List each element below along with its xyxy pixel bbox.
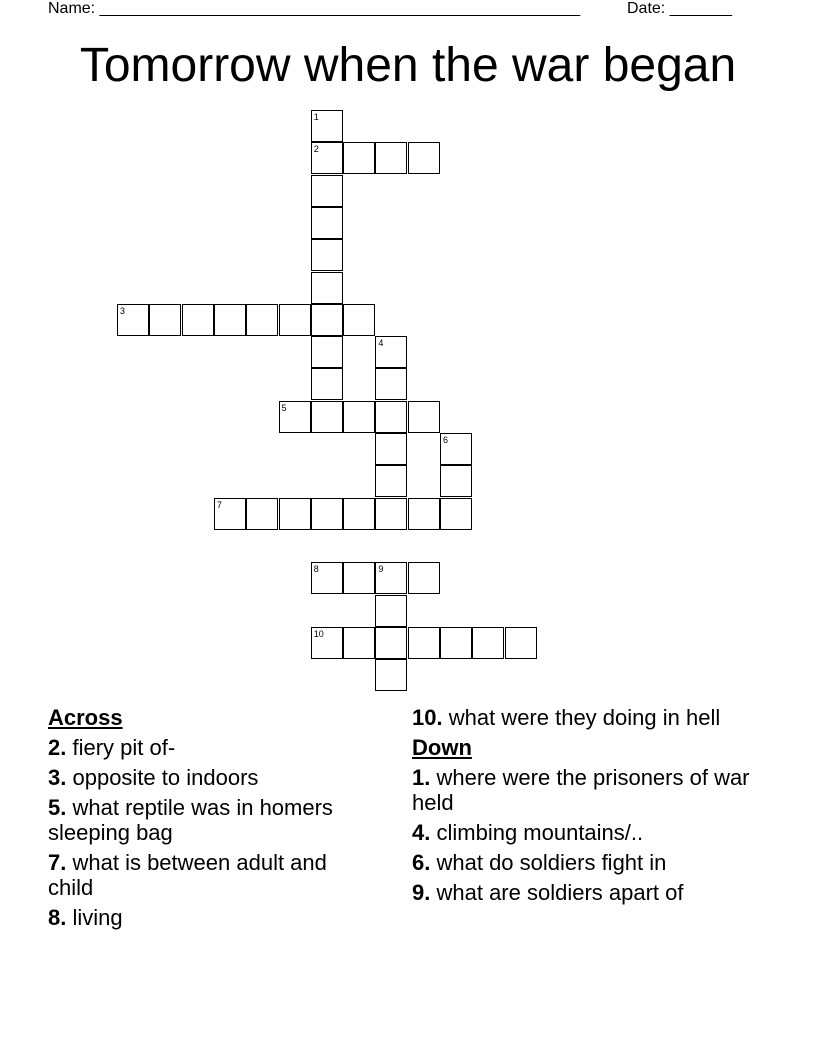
clue-text: what do soldiers fight in: [436, 850, 667, 875]
clue-number: 3.: [48, 765, 67, 790]
clue-down-4: [412, 820, 752, 845]
grid-cell[interactable]: [375, 498, 407, 530]
grid-cell[interactable]: [279, 401, 311, 433]
across-heading: Across: [48, 705, 123, 730]
grid-cell[interactable]: [246, 304, 278, 336]
grid-cell[interactable]: [311, 207, 343, 239]
grid-cell[interactable]: [408, 498, 440, 530]
grid-cell[interactable]: [375, 627, 407, 659]
cell-number: 4: [378, 338, 384, 349]
grid-cell[interactable]: [408, 562, 440, 594]
grid-cell[interactable]: [279, 304, 311, 336]
cell-number: 5: [281, 402, 287, 413]
grid-cell[interactable]: [408, 627, 440, 659]
grid-cell[interactable]: [311, 498, 343, 530]
grid-cell[interactable]: [311, 401, 343, 433]
clue-across-10: [412, 705, 752, 730]
grid-cell[interactable]: [311, 272, 343, 304]
grid-cell[interactable]: [343, 627, 375, 659]
grid-cell[interactable]: [440, 433, 472, 465]
grid-cell[interactable]: [149, 304, 181, 336]
grid-cell[interactable]: [311, 562, 343, 594]
clue-across-5: [48, 795, 348, 845]
clue-across-8: [48, 905, 348, 930]
grid-cell[interactable]: [343, 498, 375, 530]
grid-cell[interactable]: [279, 498, 311, 530]
grid-cell[interactable]: [311, 627, 343, 659]
clue-number: 5.: [48, 795, 67, 820]
clue-text: climbing mountains/..: [436, 820, 644, 845]
grid-cell[interactable]: [343, 142, 375, 174]
clue-text: opposite to indoors: [72, 765, 259, 790]
clue-number: 6.: [412, 850, 431, 875]
name-field-label: Name: ______________________________________________________: [48, 0, 581, 17]
clue-number: 2.: [48, 735, 67, 760]
clue-text: what is between adult and child: [48, 850, 327, 900]
cell-number: 7: [216, 499, 222, 510]
clue-text: what were they doing in hell: [448, 705, 721, 730]
grid-cell[interactable]: [505, 627, 537, 659]
grid-cell[interactable]: [440, 465, 472, 497]
right-clue-column: [412, 705, 752, 910]
grid-cell[interactable]: [343, 562, 375, 594]
grid-cell[interactable]: [375, 433, 407, 465]
clue-across-2: [48, 735, 348, 760]
grid-cell[interactable]: [214, 498, 246, 530]
clue-text: what reptile was in homers sleeping bag: [48, 795, 333, 845]
clue-number: 9.: [412, 880, 431, 905]
clue-number: 8.: [48, 905, 67, 930]
grid-cell[interactable]: [408, 401, 440, 433]
cell-number: 9: [378, 564, 384, 575]
cell-number: 10: [313, 628, 324, 639]
grid-cell[interactable]: [311, 142, 343, 174]
clue-text: living: [72, 905, 123, 930]
clue-number: 10.: [412, 705, 443, 730]
grid-cell[interactable]: [311, 175, 343, 207]
clue-down-1: [412, 765, 752, 815]
grid-cell[interactable]: [375, 336, 407, 368]
grid-cell[interactable]: [117, 304, 149, 336]
grid-cell[interactable]: [375, 401, 407, 433]
clue-number: 4.: [412, 820, 431, 845]
across-clues: [48, 705, 348, 935]
grid-cell[interactable]: [440, 498, 472, 530]
grid-cell[interactable]: [311, 110, 343, 142]
clue-down-6: [412, 850, 752, 875]
cell-number: 3: [120, 305, 126, 316]
grid-cell[interactable]: [375, 659, 407, 691]
grid-cell[interactable]: [311, 336, 343, 368]
page-title: Tomorrow when the war began: [79, 39, 737, 92]
clue-number: 1.: [412, 765, 431, 790]
grid-cell[interactable]: [311, 368, 343, 400]
down-heading: Down: [412, 735, 472, 760]
clue-text: fiery pit of-: [72, 735, 176, 760]
grid-cell[interactable]: [311, 239, 343, 271]
date-field-label: Date: _______: [627, 0, 732, 17]
clue-across-3: [48, 765, 348, 790]
grid-cell[interactable]: [375, 595, 407, 627]
clue-number: 7.: [48, 850, 67, 875]
grid-cell[interactable]: [246, 498, 278, 530]
cell-number: 2: [313, 144, 319, 155]
cell-number: 6: [443, 435, 449, 445]
grid-cell[interactable]: [343, 304, 375, 336]
grid-cell[interactable]: [408, 142, 440, 174]
clue-text: where were the prisoners of war held: [412, 765, 750, 815]
cell-number: 8: [313, 564, 319, 575]
grid-cell[interactable]: [375, 368, 407, 400]
clue-text: what are soldiers apart of: [436, 880, 684, 905]
clue-down-9: [412, 880, 752, 905]
grid-cell[interactable]: [311, 304, 343, 336]
grid-cell[interactable]: [440, 627, 472, 659]
grid-cell[interactable]: [375, 465, 407, 497]
cell-number: 1: [313, 112, 319, 122]
grid-cell[interactable]: [375, 562, 407, 594]
grid-cell[interactable]: [182, 304, 214, 336]
grid-cell[interactable]: [214, 304, 246, 336]
grid-cell[interactable]: [343, 401, 375, 433]
clue-across-7: [48, 850, 348, 900]
grid-cell[interactable]: [375, 142, 407, 174]
grid-cell[interactable]: [472, 627, 504, 659]
